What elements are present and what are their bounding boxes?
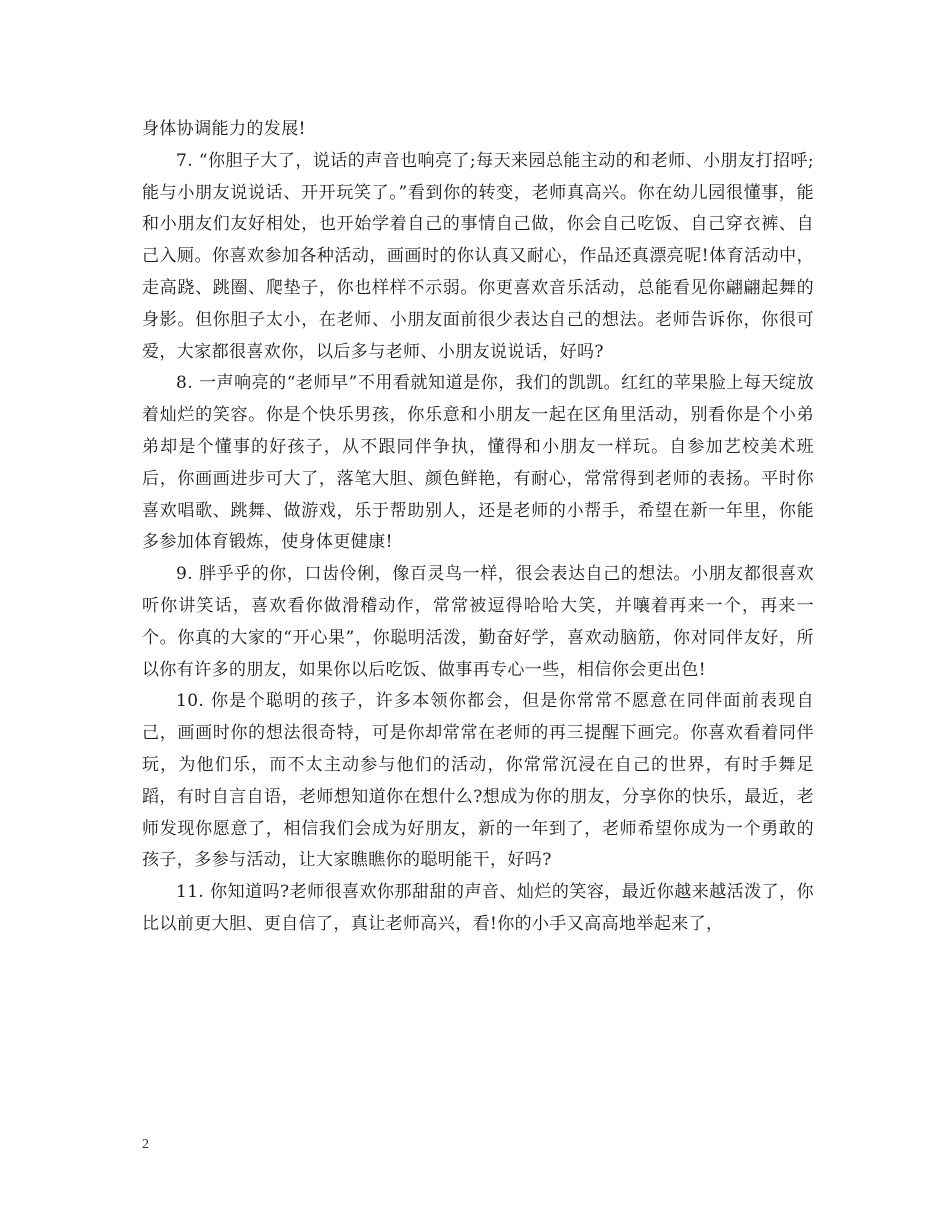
page-number: 2	[142, 1137, 149, 1152]
paragraph-11: 11. 你知道吗?老师很喜欢你那甜甜的声音、灿烂的笑容，最近你越来越活泼了，你比以前更大胆、更自信了，真让老师高兴，看!你的小手又高高地举起来了，	[142, 882, 814, 934]
paragraph-9: 9. 胖乎乎的你，口齿伶俐，像百灵鸟一样，很会表达自己的想法。小朋友都很喜欢听你讲笑话，喜欢看你做滑稽动作，常常被逗得哈哈大笑，并嚷着再来一个，再来一个。你真的大家的“开心果”，你聪明活泼，勤奋好学，喜欢动脑筋，你对同伴友好，所以你有许多的朋友，如果你以后吃饭、做事再专心一些，相信你会更出色!	[142, 564, 814, 680]
paragraph-continued: 身体协调能力的发展!	[142, 119, 306, 139]
paragraph-7: 7. “你胆子大了，说话的声音也响亮了;每天来园总能主动的和老师、小朋友打招呼;能与小朋友说说话、开开玩笑了。”看到你的转变，老师真高兴。你在幼儿园很懂事，能和小朋友们友好相处，也开始学着自己的事情自己做，你会自己吃饭、自己穿衣裤、自己入厕。你喜欢参加各种活动，画画时的你认真又耐心，作品还真漂亮呢!体育活动中，走高跷、跳圈、爬垫子，你也样样不示弱。你更喜欢音乐活动，总能看见你翩翩起舞的身影。但你胆子太小，在老师、小朋友面前很少表达自己的想法。老师告诉你，你很可爱，大家都很喜欢你，以后多与老师、小朋友说说话，好吗?	[142, 150, 814, 362]
document-body	[142, 114, 814, 941]
paragraph-8: 8. 一声响亮的“老师早”不用看就知道是你，我们的凯凯。红红的苹果脸上每天绽放着灿烂的笑容。你是个快乐男孩，你乐意和小朋友一起在区角里活动，别看你是个小弟弟却是个懂事的好孩子，从不跟同伴争执，懂得和小朋友一样玩。自参加艺校美术班后，你画画进步可大了，落笔大胆、颜色鲜艳，有耐心，常常得到老师的表扬。平时你喜欢唱歌、跳舞、做游戏，乐于帮助别人，还是老师的小帮手，希望在新一年里，你能多参加体育锻炼，使身体更健康!	[142, 373, 814, 553]
paragraph-10: 10. 你是个聪明的孩子，许多本领你都会，但是你常常不愿意在同伴面前表现自己，画画时你的想法很奇特，可是你却常常在老师的再三提醒下画完。你喜欢看着同伴玩，为他们乐，而不太主动参与他们的活动，你常常沉浸在自己的世界，有时手舞足蹈，有时自言自语，老师想知道你在想什么?想成为你的朋友，分享你的快乐，最近，老师发现你愿意了，相信我们会成为好朋友，新的一年到了，老师希望你成为一个勇敢的孩子，多参与活动，让大家瞧瞧你的聪明能干，好吗?	[142, 691, 814, 871]
